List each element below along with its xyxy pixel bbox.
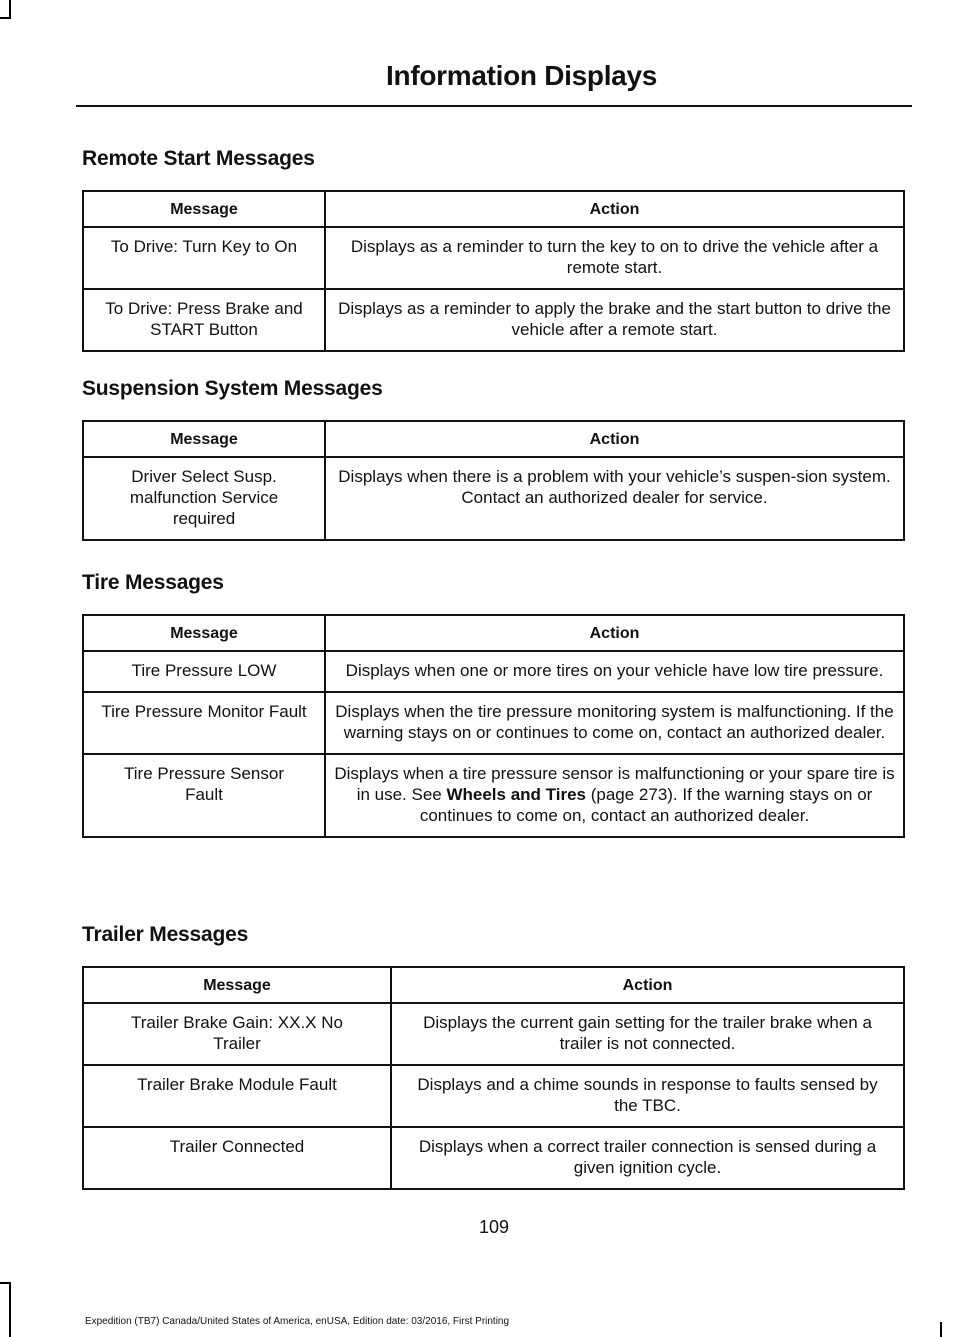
crop-mark-top-left: [0, 17, 11, 19]
footer-edition-text: Expedition (TB7) Canada/United States of America, enUSA, Edition date: 03/2016, First Printing: [84, 1316, 510, 1327]
table-row: [83, 227, 904, 289]
action-cell: Displays when a correct trailer connection is sensed during a given ignition cycle.: [391, 1127, 904, 1189]
action-cell: Displays when one or more tires on your vehicle have low tire pressure.: [325, 651, 904, 692]
page-number: 109: [478, 1217, 510, 1237]
column-header-action: Action: [325, 615, 904, 651]
cross-reference-link[interactable]: Wheels and Tires: [446, 785, 586, 804]
section-title-tire: Tire Messages: [82, 571, 224, 594]
remote-start-table: [82, 190, 905, 352]
column-header-action: Action: [325, 421, 904, 457]
message-cell: Trailer Brake Gain: XX.X No Trailer: [83, 1003, 391, 1065]
column-header-action: Action: [391, 967, 904, 1003]
header-rule: [76, 105, 912, 107]
action-text: Displays when a tire pressure sensor is malfunctioning or your spare tire is in use. See: [334, 764, 895, 804]
action-cell: Displays and a chime sounds in response to faults sensed by the TBC.: [391, 1065, 904, 1127]
table-row: [83, 289, 904, 351]
message-cell: Trailer Brake Module Fault: [83, 1065, 391, 1127]
message-cell: Tire Pressure LOW: [83, 651, 325, 692]
action-cell: Displays when there is a problem with your vehicle’s suspen-sion system. Contact an authorized dealer for service.: [325, 457, 904, 540]
crop-mark-bottom-right: [940, 1322, 942, 1337]
action-cell: [325, 754, 904, 837]
action-cell: Displays as a reminder to apply the brake and the start button to drive the vehicle after a remote start.: [325, 289, 904, 351]
action-cell: Displays when the tire pressure monitoring system is malfunctioning. If the warning stays on or continues to come on, contact an authorized dealer.: [325, 692, 904, 754]
action-text: (page 273). If the warning stays on or continues to come on, contact an authorized dealer.: [419, 785, 873, 825]
trailer-table: [82, 966, 905, 1190]
message-cell: To Drive: Press Brake and START Button: [83, 289, 325, 351]
crop-mark-bottom-left: [0, 1282, 11, 1284]
message-cell: Tire Pressure Monitor Fault: [83, 692, 325, 754]
suspension-table: [82, 420, 905, 541]
action-cell: Displays as a reminder to turn the key to on to drive the vehicle after a remote start.: [325, 227, 904, 289]
column-header-message: Message: [83, 191, 325, 227]
section-title-remote-start: Remote Start Messages: [82, 147, 315, 170]
crop-mark-top-left: [9, 0, 11, 18]
action-cell: Displays the current gain setting for the trailer brake when a trailer is not connected.: [391, 1003, 904, 1065]
table-row: [83, 692, 904, 754]
section-title-suspension: Suspension System Messages: [82, 377, 383, 400]
column-header-action: Action: [325, 191, 904, 227]
table-row: [83, 457, 904, 540]
section-title-trailer: Trailer Messages: [82, 923, 249, 946]
column-header-message: Message: [83, 967, 391, 1003]
table-row: [83, 1003, 904, 1065]
message-cell: Tire Pressure Sensor Fault: [83, 754, 325, 837]
column-header-message: Message: [83, 421, 325, 457]
page-header-title: Information Displays: [386, 60, 657, 91]
crop-mark-bottom-left: [9, 1282, 11, 1337]
message-cell: To Drive: Turn Key to On: [83, 227, 325, 289]
message-cell: Trailer Connected: [83, 1127, 391, 1189]
table-row: [83, 1127, 904, 1189]
column-header-message: Message: [83, 615, 325, 651]
table-row: [83, 651, 904, 692]
table-row: [83, 754, 904, 837]
tire-table: [82, 614, 905, 838]
message-cell: Driver Select Susp. malfunction Service required: [83, 457, 325, 540]
table-row: [83, 1065, 904, 1127]
